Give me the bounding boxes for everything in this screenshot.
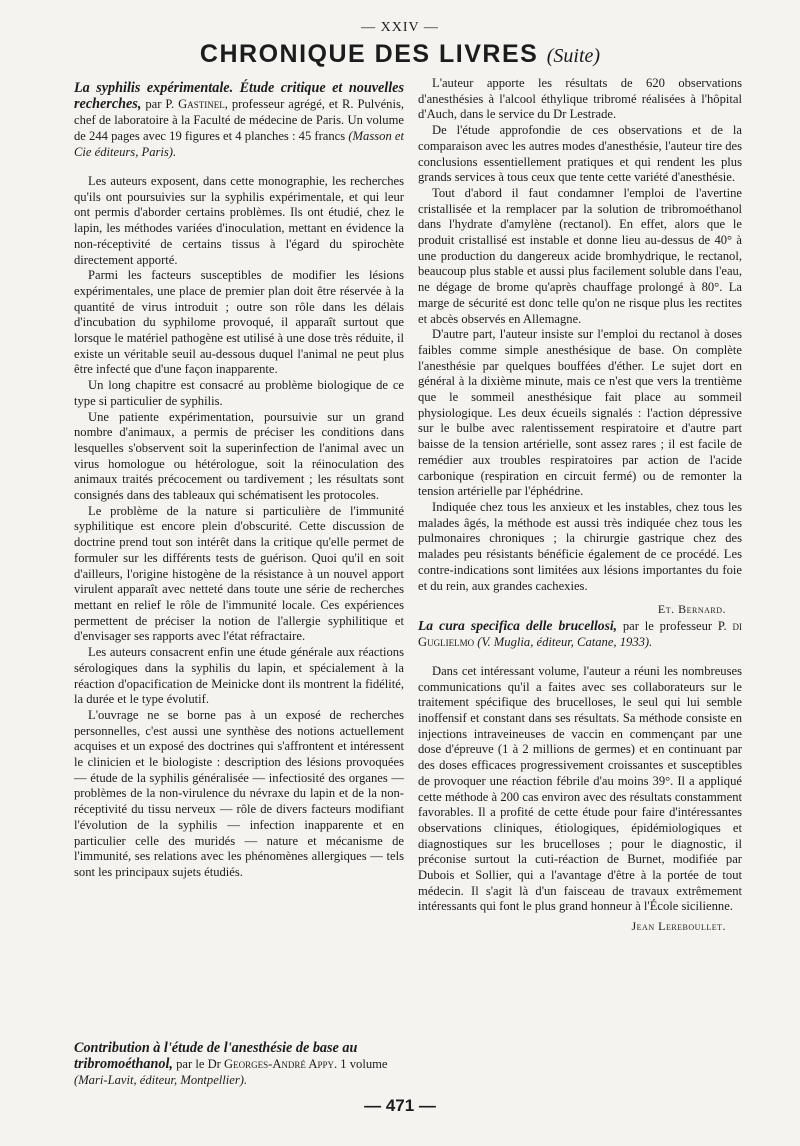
title-suite: (Suite)	[546, 45, 601, 67]
review2-signature: Et. Bernard.	[657, 602, 726, 617]
page-title	[0, 40, 800, 69]
review3-heading	[418, 618, 742, 650]
review1-paragraph: Le problème de la nature si particulière de l'immunité syphilitique est encore plein d'obscurité. Cette discussion de doctrine prend tout son intérêt dans la critique qu'elle permet de formuler sur les différents tests de guérison. Quoi qu'il en soit d'ailleurs, l'origine histogène de la résistance à un nouvel apport virulent apparaît avec netteté dans toute une série de recherches mettant en relief le rôle de l'immunité locale. Ces expériences permettent de préciser la notion de l'allergie syphilitique et d'envisager ses rapports avec l'état réfractaire.	[74, 503, 404, 644]
page-header-number: — XXIV —	[361, 20, 439, 35]
review1-paragraph: L'ouvrage ne se borne pas à un exposé de recherches personnelles, c'est aussi une synthèse des notions actuellement acquises et un exposé des doctrines qui s'affrontent et intéressent le clinicien et le biologiste : description des lésions provoquées — étude de la syphilis généralisée — infectiosité des organes — problèmes de la non-virulence du névraxe du lapin et de la non-réceptivité du tissu nerveux — rôle de divers facteurs modifiant l'évolution de la syphilis — infection inapparente et en particulier celle des muridés — nature et mécanisme de l'immunité, ses relations avec les phénomènes allergiques — tels sont les principaux sujets étudiés.	[74, 707, 404, 879]
review1-paragraph: Les auteurs consacrent enfin une étude générale aux réactions sérologiques dans la syphilis du lapin, et spécialement à la réaction d'opacification de Meinicke dont ils montrent la fidélité, la durée et le type évolutif.	[74, 645, 404, 707]
review3-authors: P. di Guglielmo	[418, 618, 742, 649]
review2-paragraph: D'autre part, l'auteur insiste sur l'emploi du rectanol à doses faibles comme simple anesthésique de base. On complète l'anesthésie par quelques bouffées d'éther. Le sujet dort en général à la dixième minute, mais ce n'est que vers la trentième que le sommeil anesthésique fait place au sommeil physiologique. Les deux écueils signalés : l'action dépressive sur le bulbe avec ralentissement respiratoire et d'autre part baisse de la tension artérielle, sont assez rares ; il est facile de remédier aux troubles respiratoires par action de l'acide carbonique (respiration en circuit fermé) ou de remonter la tension artérielle par l'éphédrine.	[418, 327, 742, 499]
review3-paragraph: Dans cet intéressant volume, l'auteur a réuni les nombreuses communications qu'il a faites avec ses collaborateurs sur le traitement spécifique des brucelloses, le seul qui lui semble inoffensif et constant dans ses résultats. Sa méthode consiste en injections intraveineuses de vaccin en commençant par une dose d'épreuve (1 à 2 millions de germes) et en continuant par des doses efficaces progressivement croissantes et susceptibles de provoquer une réaction fébrile d'au moins 39°. Il a appliqué cette méthode à 200 cas environ avec des résultats constamment favorables. Il a profité de cette étude pour faire d'intéressantes observations cliniques, étiologiques, épidémiologiques et diagnostiques sur les brucelloses ; pour le diagnostic, il préconise surtout la cuti-réaction de Burnet, modifiée par Dubois et Sollier, qui a l'avantage d'être à la portée de tout médecin. Il s'agit là d'un faisceau de travaux extrêmement intéressants qui font le plus grand honneur à l'École sicilienne.	[418, 663, 742, 914]
review3-title: La cura specifica delle brucellosi,	[418, 617, 618, 633]
review1-paragraph: Une patiente expérimentation, poursuivie sur un grand nombre d'animaux, a permis de préciser les conditions dans lesquelles s'observent soit la superinfection de l'animal avec un virus homologue ou hétérologue, soit la réinoculation des animaux traités précocement ou tardivement ; les résultats sont consignés dans des tableaux qui schématisent les protocoles.	[74, 409, 404, 503]
review1-by: par	[145, 97, 162, 111]
review1-title: La syphilis expérimentale. Étude critique et nouvelles recherches,	[74, 80, 404, 112]
review1-publisher: (Masson et Cie éditeurs, Paris).	[74, 129, 404, 159]
review3-signature: Jean Lereboullet.	[631, 919, 726, 934]
title-text: CHRONIQUE DES LIVRES	[199, 40, 539, 68]
review1-details: professeur agrégé, et R. Pulvénis, chef de laboratoire à la Faculté de médecine de Paris. Un volume de 244 pages avec 19 figures et 4 planches : 45 francs	[74, 97, 404, 143]
review1-paragraph: Un long chapitre est consacré au problème biologique de ce type si particulier de syphilis.	[74, 378, 404, 408]
review1-authors: P. Gastinel,	[165, 97, 228, 111]
review2-publisher: (Mari-Lavit, éditeur, Montpellier).	[74, 1073, 248, 1087]
review1-paragraph: Parmi les facteurs susceptibles de modifier les lésions expérimentales, une place de premier plan doit être réservée à la quantité de virus introduit ; outre son rôle dans les délais d'incubation du syphilome provoqué, il apparaît surtout que lorsque le matériel pathogène est utilisé à une dose très réduite, il existe un véritable seuil au-dessous duquel l'animal ne peut plus être infecté que d'une façon inapparente.	[74, 268, 404, 377]
review2-authors: Georges-André Appy.	[224, 1057, 338, 1071]
review1-heading	[74, 80, 404, 160]
review2-details: 1 volume	[340, 1057, 388, 1071]
review2-paragraph: L'auteur apporte les résultats de 620 observations d'anesthésies à l'alcool éthylique tribromé réalisées à l'hôpital d'Auch, dans le service du Dr Lestrade.	[418, 76, 742, 122]
review3-publisher: (V. Muglia, éditeur, Catane, 1933).	[477, 634, 653, 649]
review3-by: par le professeur	[622, 618, 713, 633]
page-footer-number: — 471 —	[364, 1096, 436, 1115]
right-column	[418, 76, 742, 935]
review2-paragraph: De l'étude approfondie de ces observations et de la comparaison avec les autres modes d'anesthésie, l'auteur tire des conclusions essentiellement pratiques et qui rendent les plus grands services à tous ceux que tente cette variété d'anesthésie.	[418, 123, 742, 185]
left-column	[74, 80, 404, 881]
review2-heading	[74, 1040, 404, 1088]
review1-paragraph: Les auteurs exposent, dans cette monographie, les recherches qu'ils ont poursuivies sur la syphilis expérimentale, et qui leur ont permis d'aborder certains problèmes. Ils ont étudié, chez le lapin, les méthodes variées d'inoculation, mettant en évidence la non-réceptivité de certains tissus à l'égard du spirochète directement apporté.	[74, 174, 404, 267]
review2-paragraph: Tout d'abord il faut condamner l'emploi de l'avertine cristallisée et la remplacer par la solution de tribromoéthanol dans l'hydrate d'amylène (rectanol). En effet, alors que le produit cristallisé est instable et donne lieu au-dessus de 40° à une production du dangereux acide bromhydrique, le rectanol, beaucoup plus stable et aussi plus facilement soluble dans l'eau, ne dégage de brome qu'après chauffage prolongé à 80°. La marge de sécurité est donc telle qu'on ne risque plus les rectites et abcès observés en Allemagne.	[418, 185, 742, 326]
review2-title: Contribution à l'étude de l'anesthésie de base au tribromoéthanol,	[74, 1040, 358, 1072]
review2-by: par le Dr	[176, 1057, 221, 1071]
review2-paragraph: Indiquée chez tous les anxieux et les instables, chez tous les malades âgés, la méthode est aussi très indiquée chez tous les pulmonaires chroniques ; la chirurgie gastrique chez des malades peu résistants bénéficie également de ce procédé. Les contre-indications sont limitées aux lésions importantes du foie et du rein, aux grandes cachexies.	[418, 499, 742, 593]
